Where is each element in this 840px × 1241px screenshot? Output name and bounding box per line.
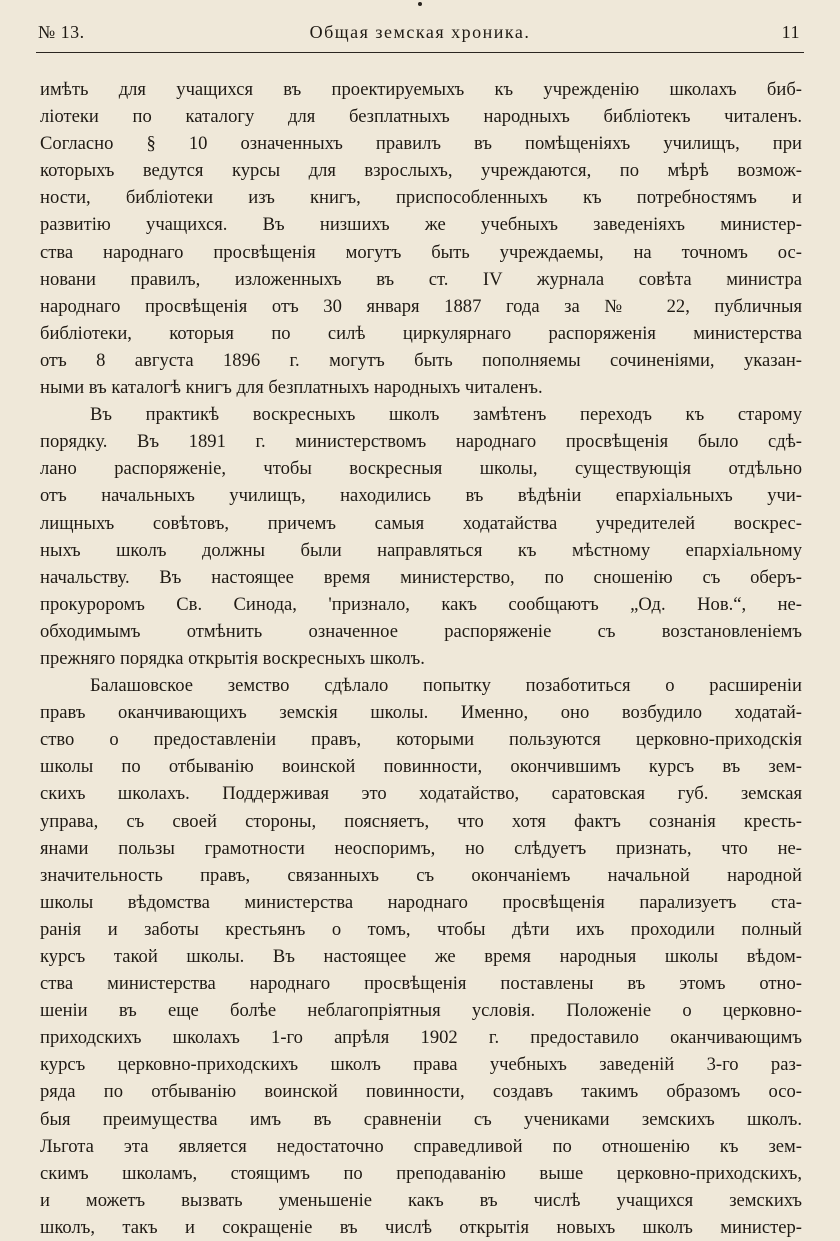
header-rule [36, 52, 804, 53]
running-header [38, 22, 802, 50]
text-line: приходскихъ школахъ 1-го апрѣля 1902 г. предоставило оканчивающимъ [40, 1027, 802, 1049]
text-line: народнаго просвѣщенія отъ 30 января 1887 года за № 22, публичныя [40, 295, 802, 317]
text-line: школъ, такъ и сокращеніе въ числѣ открытія новыхъ школъ министер- [40, 1216, 802, 1238]
body-text [40, 76, 802, 1241]
text-line: развитію учащихся. Въ низшихъ же учебныхъ заведеніяхъ министер- [40, 214, 802, 236]
text-line: значительность правъ, связанныхъ съ окончаніемъ начальной народной [40, 864, 802, 886]
text-line: Балашовское земство сдѣлало попытку позаботиться о расширеніи [90, 675, 802, 697]
print-speck [418, 2, 422, 6]
text-line: правъ оканчивающихъ земскія школы. Именно, оно возбудило ходатай- [40, 702, 802, 724]
text-line: обходимымъ отмѣнить означенное распоряженіе съ возстановленіемъ [40, 620, 802, 642]
text-line: ранія и заботы крестьянъ о томъ, чтобы дѣти ихъ проходили полный [40, 918, 802, 940]
text-line: отъ начальныхъ училищъ, находились въ вѣдѣніи епархіальныхъ учи- [40, 485, 802, 507]
text-line: прокуроромъ Св. Синода, 'признало, какъ сообщаютъ „Од. Нов.“, не- [40, 593, 802, 615]
text-line: которыхъ ведутся курсы для взрослыхъ, учреждаются, по мѣрѣ возмож- [40, 160, 802, 182]
page-number: 11 [781, 22, 800, 42]
text-line: янами пользы грамотности неоспоримъ, но слѣдуетъ признать, что не- [40, 837, 802, 859]
text-line: Согласно § 10 означенныхъ правилъ въ помѣщеніяхъ училищъ, при [40, 133, 802, 155]
text-line: новани правилъ, изложенныхъ въ ст. IV журнала совѣта министра [40, 268, 802, 290]
text-line: порядку. Въ 1891 г. министерствомъ народнаго просвѣщенія было сдѣ- [40, 431, 802, 453]
text-line: шеніи въ еще болѣе неблагопріятныя условія. Положеніе о церковно- [40, 1000, 802, 1022]
text-line: лищныхъ совѣтовъ, причемъ самыя ходатайства учредителей воскрес- [40, 512, 802, 534]
text-line: лано распоряженіе, чтобы воскресныя школы, существующія отдѣльно [40, 458, 802, 480]
text-line: ліотеки по каталогу для безплатныхъ народныхъ библіотекъ читаленъ. [40, 106, 802, 128]
text-line: курсъ такой школы. Въ настоящее же время народныя школы вѣдом- [40, 946, 802, 967]
running-title: Общая земская хроника. [309, 22, 531, 42]
text-line: школы вѣдомства министерства народнаго просвѣщенія парализуетъ ста- [40, 891, 802, 913]
text-line: ными въ каталогѣ книгъ для безплатныхъ народныхъ читаленъ. [40, 377, 543, 399]
text-line: отъ 8 августа 1896 г. могутъ быть пополняемы сочиненіями, указан- [40, 349, 802, 371]
text-line: ряда по отбыванію воинской повинности, создавъ такимъ образомъ осо- [40, 1081, 802, 1103]
text-line: школы по отбыванію воинской повинности, окончившимъ курсъ въ зем- [40, 756, 802, 778]
text-line: библіотеки, которыя по силѣ циркулярнаго распоряженія министерства [40, 322, 802, 344]
text-line: ныхъ школъ должны были направляться къ мѣстному епархіальному [40, 539, 802, 561]
text-line: ства министерства народнаго просвѣщенія поставлены въ этомъ отно- [40, 973, 802, 995]
text-line: быя преимущества имъ въ сравненіи съ учениками земскихъ школъ. [40, 1108, 802, 1130]
text-line: скихъ школахъ. Поддерживая это ходатайство, саратовская губ. земская [40, 783, 802, 805]
issue-number: № 13. [38, 22, 85, 42]
text-line: начальству. Въ настоящее время министерство, по сношенію съ оберъ- [40, 566, 802, 588]
text-line: Льгота эта является недостаточно справедливой по отношенію къ зем- [40, 1135, 802, 1157]
text-line: управа, съ своей стороны, поясняетъ, что хотя фактъ сознанія кресть- [40, 810, 802, 832]
text-line: ства народнаго просвѣщенія могутъ быть учреждаемы, на точномъ ос- [40, 241, 802, 263]
text-line: курсъ церковно-приходскихъ школъ права учебныхъ заведеній 3-го раз- [40, 1054, 802, 1076]
text-line: скимъ школамъ, стоящимъ по преподаванію выше церковно-приходскихъ, [40, 1162, 802, 1184]
text-line: ство о предоставленіи правъ, которыми пользуются церковно-приходскія [40, 729, 802, 751]
text-line: и можетъ вызвать уменьшеніе какъ въ числѣ учащихся земскихъ [40, 1189, 802, 1211]
text-line: имѣть для учащихся въ проектируемыхъ къ учрежденію школахъ биб- [40, 79, 802, 100]
text-line: прежняго порядка открытія воскресныхъ школъ. [40, 647, 425, 669]
text-line: Въ практикѣ воскресныхъ школъ замѣтенъ переходъ къ старому [90, 404, 802, 426]
text-line: ности, библіотеки изъ книгъ, приспособленныхъ къ потребностямъ и [40, 187, 802, 209]
